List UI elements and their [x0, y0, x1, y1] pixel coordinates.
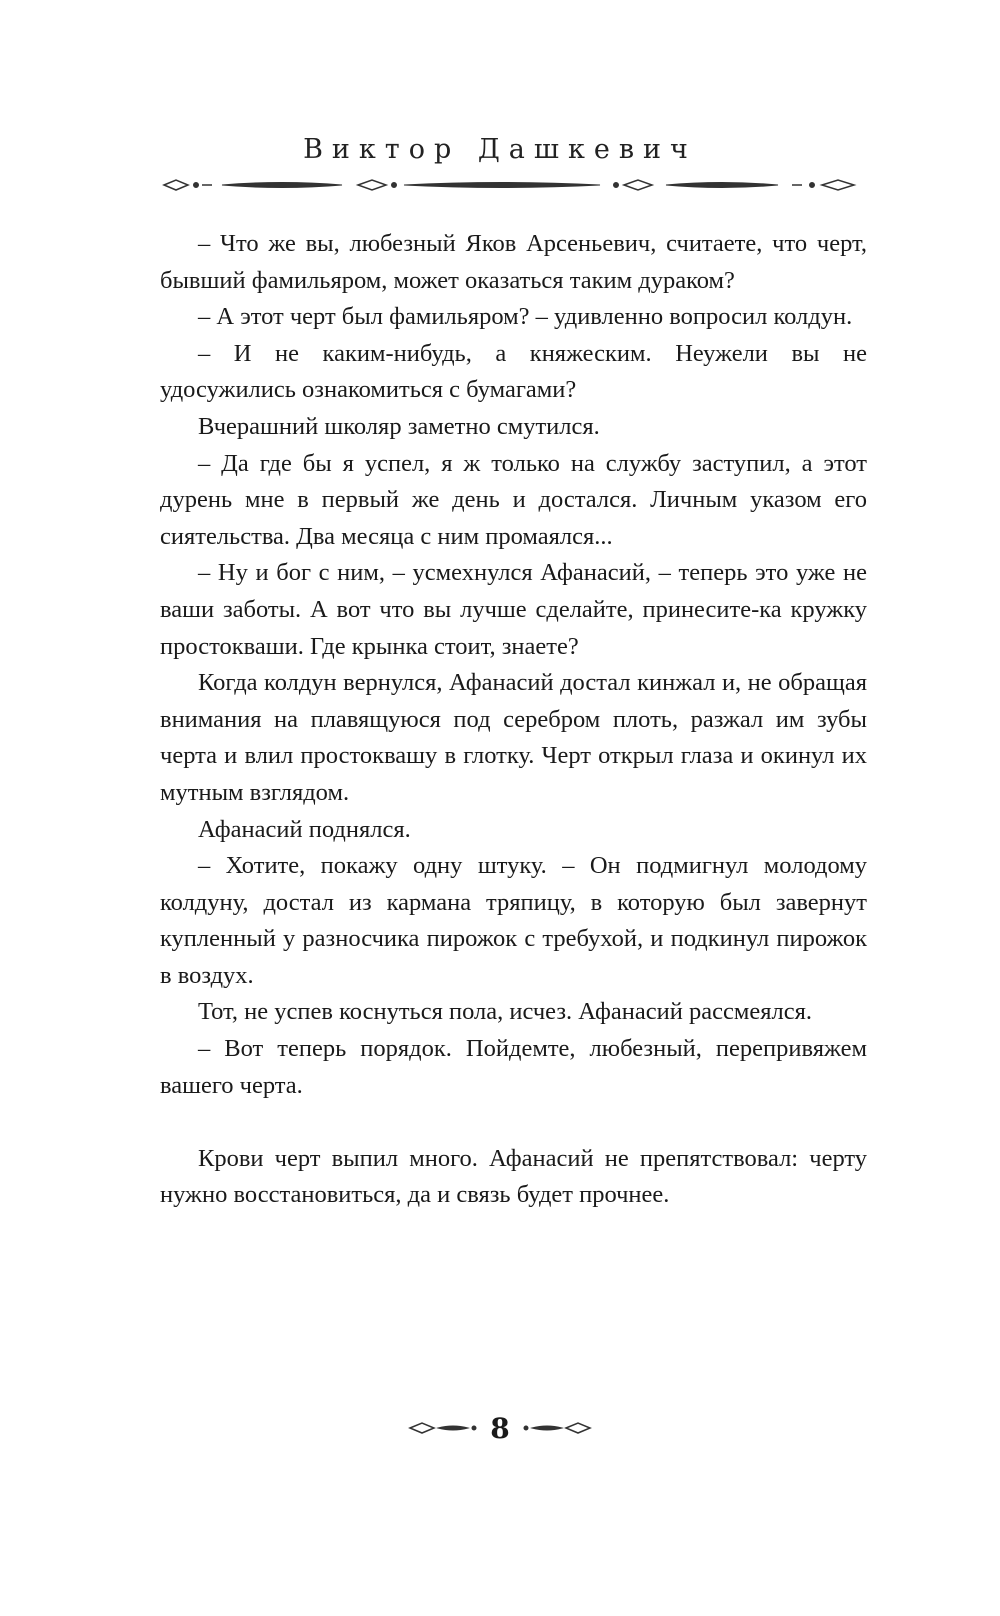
- paragraph: – Ну и бог с ним, – усмехнулся Афанасий, – теперь это уже не ваши заботы. А вот что вы лучше сделайте, принесите-ка кружку простокваши. Где крынка стоит, знаете?: [160, 559, 867, 660]
- paragraph: – А этот черт был фамильяром? – удивленно вопросил колдун.: [198, 303, 853, 331]
- paragraph: – Хотите, покажу одну штуку. – Он подмигнул молодому колдуну, достал из кармана тряпицу, в которую был завернут купленный у разносчика пирожок с требухой, и подкинул пирожок в воздух.: [160, 852, 867, 989]
- paragraph: Тот, не успев коснуться пола, исчез. Афанасий рассмеялся.: [198, 998, 813, 1026]
- paragraph: – Что же вы, любезный Яков Арсеньевич, считаете, что черт, бывший фамильяром, может оказаться таким дураком?: [160, 230, 867, 294]
- paragraph: Афанасий поднялся.: [198, 815, 411, 843]
- page-number: 8: [490, 1411, 510, 1445]
- page-footer: [0, 1408, 1000, 1448]
- paragraph: – Вот теперь порядок. Пойдемте, любезный, перепривяжем вашего черта.: [160, 1035, 867, 1099]
- paragraph: – И не каким-нибудь, а княжеским. Неужели вы не удосужились ознакомиться с бумагами?: [160, 339, 867, 404]
- running-header-author: Виктор Дашкевич: [303, 134, 697, 165]
- footer-ornament-left: [408, 1420, 478, 1436]
- header-ornament-divider: [162, 176, 862, 194]
- footer-ornament-right: [522, 1420, 592, 1436]
- paragraph: Вчерашний школяр заметно смутился.: [198, 412, 600, 440]
- body-text: [160, 226, 867, 1214]
- paragraph: Крови черт выпил много. Афанасий не препятствовал: черту нужно восстановиться, да и связь будет прочнее.: [160, 1144, 867, 1209]
- paragraph: – Да где бы я успел, я ж только на службу заступил, а этот дурень мне в первый же день и достался. Личным указом его сиятельства. Два месяца с ним промаялся...: [160, 449, 867, 550]
- paragraph: Когда колдун вернулся, Афанасий достал кинжал и, не обращая внимания на плавящуюся под серебром плоть, разжал им зубы черта и влил простоквашу в глотку. Черт открыл глаза и окинул их мутным взглядом.: [160, 669, 867, 806]
